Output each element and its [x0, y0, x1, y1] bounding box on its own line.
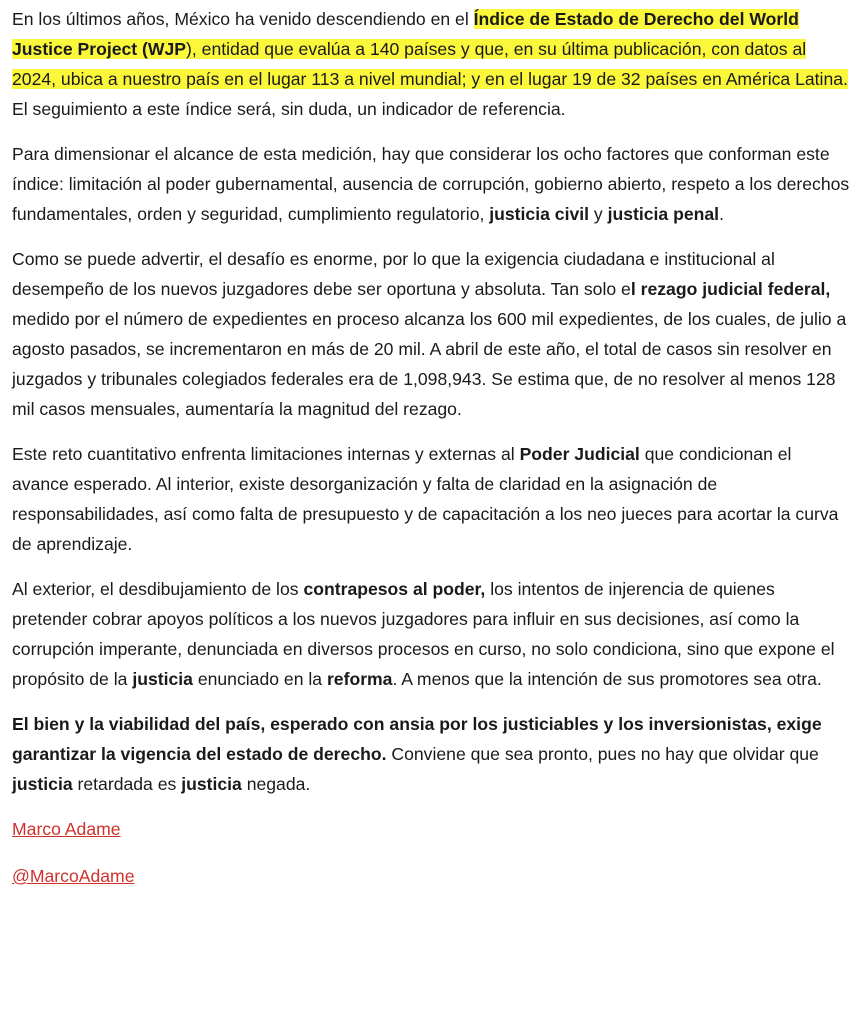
paragraph-1: En los últimos años, México ha venido descendiendo en el Índice de Estado de Derecho del World Justice Project (WJP), entidad que evalúa a 140 países y que, en su última publicación, con datos al 2024, ubica a nuestro país en el lugar 113 a nivel mundial; y en el lugar 19 de 32 países en América Latina. El seguimiento a este índice será, sin duda, un indicador de referencia.: [12, 9, 848, 119]
paragraph-5: Al exterior, el desdibujamiento de los contrapesos al poder, los intentos de injerencia de quienes pretender cobrar apoyos políticos a los nuevos juzgadores para influir en sus decisiones, así como la corrupción imperante, denunciada en diversos procesos en curso, no solo condiciona, sino que expone el propósito de la justicia enunciado en la reforma. A menos que la intención de sus promotores sea otra.: [12, 579, 835, 689]
paragraph-6: El bien y la viabilidad del país, esperado con ansia por los justiciables y los inversionistas, exige garantizar la vigencia del estado de derecho. Conviene que sea pronto, pues no hay que olvidar que justicia retardada es justicia negada.: [12, 714, 822, 794]
author-links: [12, 814, 851, 891]
paragraph-3: Como se puede advertir, el desafío es enorme, por lo que la exigencia ciudadana e institucional al desempeño de los nuevos juzgadores debe ser oportuna y absoluta. Tan solo el rezago judicial federal, medido por el número de expedientes en proceso alcanza los 600 mil expedientes, de los cuales, de julio a agosto pasados, se incrementaron en más de 20 mil. A abril de este año, el total de casos sin resolver en juzgados y tribunales colegiados federales era de 1,098,943. Se estima que, de no resolver al menos 128 mil casos mensuales, aumentaría la magnitud del rezago.: [12, 249, 847, 419]
highlighted-text: Índice de Estado de Derecho del World Justice Project (WJP), entidad que evalúa a 140 países y que, en su última publicación, con datos al 2024, ubica a nuestro país en el lugar 113 a nivel mundial; y en el lugar 19 de 32 países en América Latina.: [12, 9, 848, 89]
paragraph-4: Este reto cuantitativo enfrenta limitaciones internas y externas al Poder Judicial que condicionan el avance esperado. Al interior, existe desorganización y falta de claridad en la asignación de responsabilidades, así como falta de presupuesto y de capacitación a los neo jueces para acortar la curva de aprendizaje.: [12, 444, 839, 554]
paragraph-2: Para dimensionar el alcance de esta medición, hay que considerar los ocho factores que conforman este índice: limitación al poder gubernamental, ausencia de corrupción, gobierno abierto, respeto a los derechos fundamentales, orden y seguridad, cumplimiento regulatorio, justicia civil y justicia penal.: [12, 144, 850, 224]
author-handle-link[interactable]: @MarcoAdame: [12, 866, 135, 886]
author-name-link[interactable]: Marco Adame: [12, 819, 121, 839]
